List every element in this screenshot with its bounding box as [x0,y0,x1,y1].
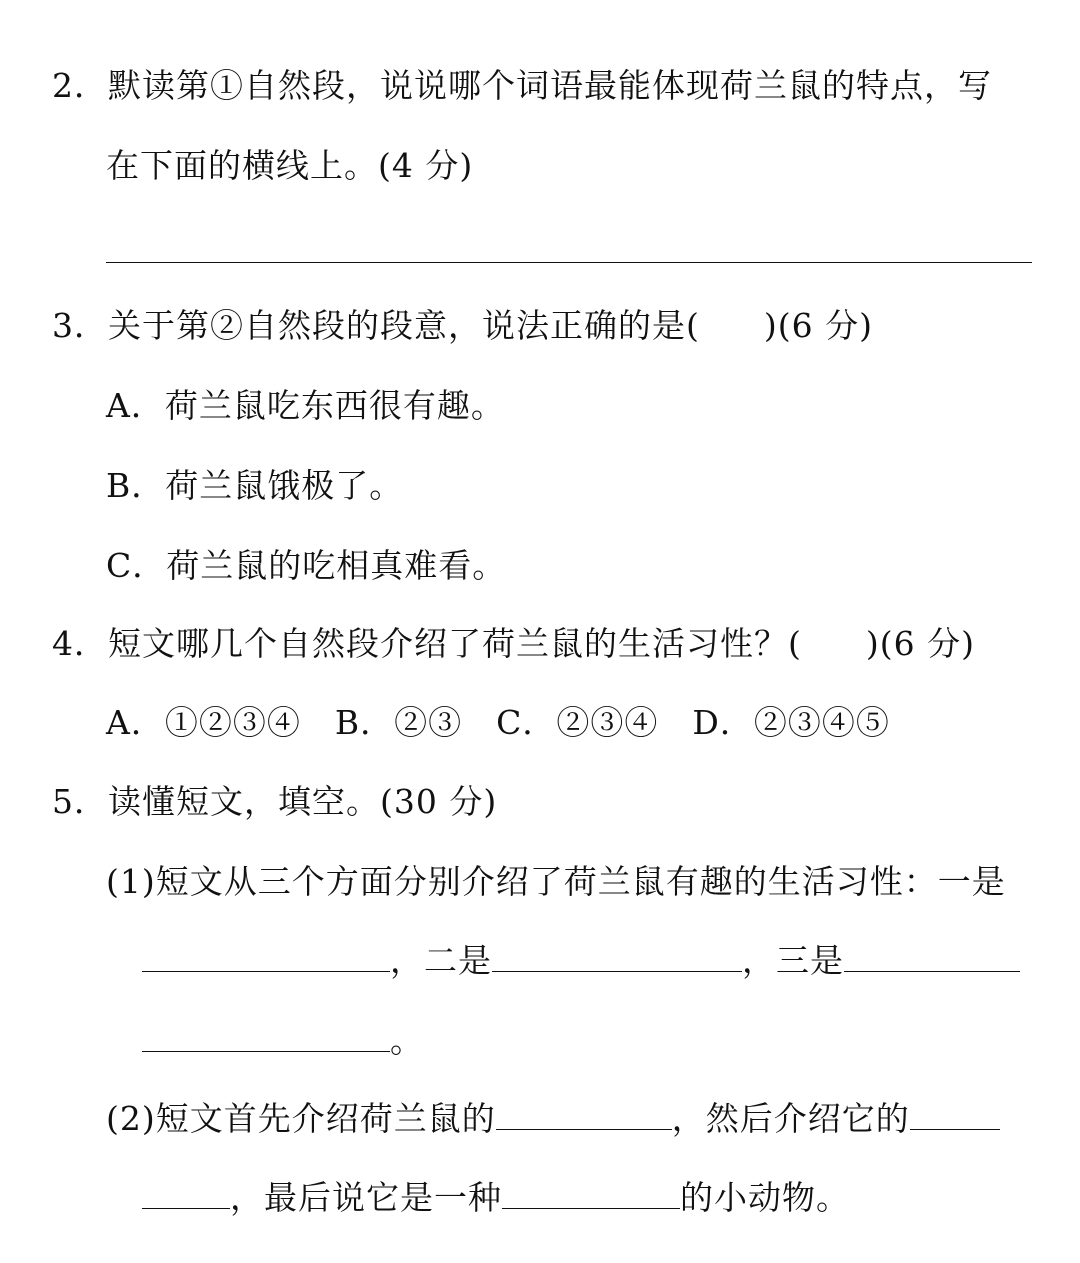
q4-option-b[interactable] [335,703,462,742]
q2-answer-line[interactable] [106,262,1032,263]
q3-stem-after: )(6 分) [763,306,873,345]
q5-stem-text: 读懂短文，填空。(30 分) [108,782,498,821]
q5-sub2-line2 [142,1178,850,1218]
q4-option-b-label: B． [334,703,395,742]
q5-sub1-blank-3a[interactable] [844,941,1020,972]
q4-option-a[interactable] [106,703,301,742]
q5-sub1-sep2: ，三是 [742,941,844,980]
q3-option-a-label: A． [106,386,165,425]
q3-stem-before: 关于第②自然段的段意，说法正确的是( [108,306,700,345]
q5-sub2-prompt-b: ，然后介绍它的 [671,1099,910,1138]
q3-option-c[interactable] [106,546,506,586]
q5-sub2-blank-3[interactable] [502,1178,680,1209]
q5-sub2-blank-2b[interactable] [142,1178,230,1209]
q4-option-c-label: C． [496,703,557,742]
q5-sub1-end: 。 [390,1021,424,1060]
q5-sub2-blank-2a[interactable] [910,1099,1000,1130]
q4-option-c-text: ②③④ [556,703,659,742]
q5-sub1-blank-3b[interactable] [142,1021,390,1052]
q3-option-b-label: B． [106,466,166,505]
q3-option-a-text: 荷兰鼠吃东西很有趣。 [164,386,505,425]
q4-number: 4． [52,624,108,663]
q5-sub1-line1 [106,862,1006,902]
q5-sub2-prompt-d: 的小动物。 [680,1178,850,1217]
q3-stem [52,306,873,346]
q5-sub1-sep1: ，二是 [390,941,492,980]
q4-option-d-label: D． [692,703,754,742]
q4-option-d[interactable] [692,703,889,742]
q5-sub2-prompt-c: ，最后说它是一种 [230,1178,502,1217]
q3-option-b-text: 荷兰鼠饿极了。 [165,466,404,505]
q2-stem-line1: 默读第①自然段，说说哪个词语最能体现荷兰鼠的特点，写 [108,66,992,105]
q5-sub1-prompt: (1)短文从三个方面分别介绍了荷兰鼠有趣的生活习性：一是 [106,862,1006,901]
q3-option-a[interactable] [106,386,505,426]
q5-sub2-prompt-a: (2)短文首先介绍荷兰鼠的 [106,1099,496,1138]
q4-option-a-label: A． [106,703,165,742]
q5-sub2-line1 [106,1099,1000,1139]
q2-stem-line2: 在下面的横线上。(4 分) [106,146,474,185]
q3-option-b[interactable] [106,466,403,506]
q2-line2 [106,146,473,186]
q5-stem [52,782,497,822]
q5-sub1-line3 [142,1021,424,1061]
q3-number: 3． [52,306,108,345]
q3-option-c-text: 荷兰鼠的吃相真难看。 [166,546,507,585]
q4-stem [52,624,975,664]
q5-sub1-blank-2[interactable] [492,941,742,972]
q5-sub1-blank-1[interactable] [142,941,390,972]
q2-number: 2． [52,66,108,105]
q5-sub1-line2 [142,941,1020,981]
q4-option-b-text: ②③ [394,703,463,742]
q2-line1 [52,66,992,106]
q4-option-d-text: ②③④⑤ [753,703,890,742]
q4-stem-after: )(6 分) [865,624,975,663]
q5-sub2-blank-1[interactable] [496,1099,672,1130]
q4-options [106,703,890,743]
q4-stem-before: 短文哪几个自然段介绍了荷兰鼠的生活习性？( [108,624,802,663]
q4-option-a-text: ①②③④ [164,703,301,742]
q4-option-c[interactable] [496,703,658,742]
q3-option-c-label: C． [106,546,167,585]
q5-number: 5． [52,782,108,821]
